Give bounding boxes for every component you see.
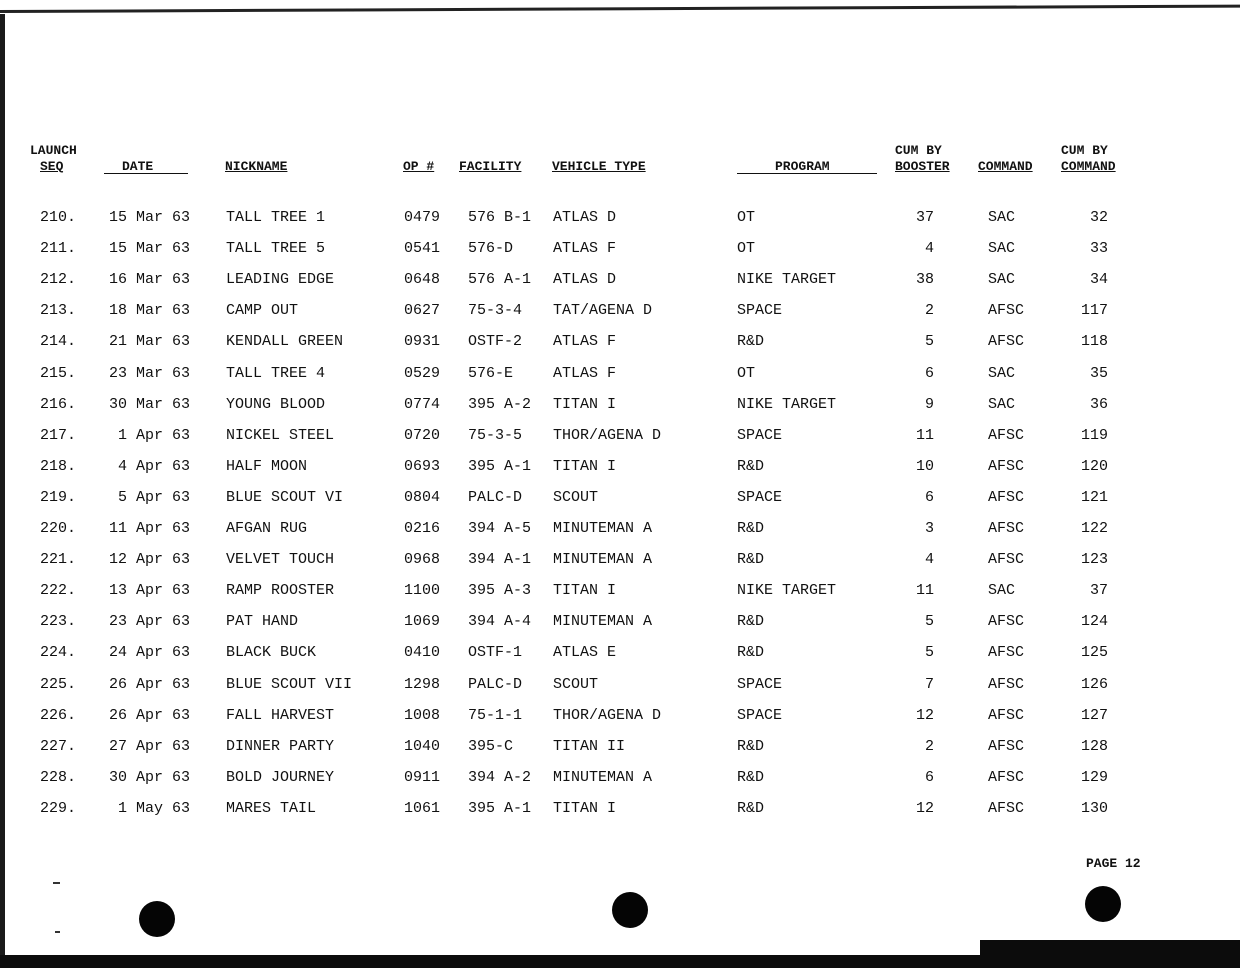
vehicle-type-cell: THOR/AGENA D [553, 426, 662, 444]
op-number-cell: 1069 [404, 613, 441, 631]
launch-nickname-cell: PAT HAND [226, 613, 299, 631]
cum-by-booster-cell: 7 [924, 675, 934, 693]
program-cell: R&D [737, 551, 765, 569]
program-cell: R&D [737, 768, 765, 786]
facility-cell: OSTF-2 [468, 333, 523, 351]
program-cell: OT [737, 364, 756, 382]
vehicle-type-cell: ATLAS D [553, 271, 617, 289]
header-cum-by-command-line1: CUM BY [1061, 143, 1108, 158]
vehicle-type-cell: ATLAS E [553, 644, 617, 662]
launch-date-cell: 11 Apr 63 [108, 520, 190, 537]
command-cell: AFSC [988, 551, 1025, 569]
command-cell: AFSC [988, 613, 1025, 631]
launch-seq-cell: 228. [40, 768, 77, 786]
op-number-cell: 1008 [404, 706, 441, 724]
launch-seq-cell: 226. [40, 706, 77, 724]
table-row [0, 519, 1240, 539]
table-row [0, 706, 1240, 726]
command-cell: AFSC [988, 675, 1025, 693]
page-number: PAGE 12 [1086, 856, 1141, 871]
vehicle-type-cell: ATLAS F [553, 333, 617, 351]
op-number-cell: 0774 [404, 395, 441, 413]
program-cell: R&D [737, 737, 765, 755]
cum-by-command-cell: 123 [1080, 551, 1108, 569]
launch-seq-cell: 220. [40, 520, 77, 537]
cum-by-command-cell: 127 [1080, 706, 1108, 724]
program-cell: R&D [737, 799, 765, 817]
cum-by-booster-cell: 6 [924, 488, 934, 506]
vehicle-type-cell: TAT/AGENA D [553, 302, 653, 320]
facility-cell: 395 A-2 [468, 395, 532, 413]
launch-date-cell: 26 Apr 63 [108, 675, 190, 693]
op-number-cell: 0720 [404, 426, 441, 444]
launch-date-cell: 12 Apr 63 [108, 551, 190, 569]
table-row [0, 457, 1240, 477]
vehicle-type-cell: TITAN II [553, 737, 626, 755]
table-row [0, 737, 1240, 757]
launch-nickname-cell: VELVET TOUCH [226, 551, 335, 569]
launch-seq-cell: 222. [40, 582, 77, 600]
cum-by-booster-cell: 6 [924, 364, 934, 382]
cum-by-booster-cell: 5 [924, 613, 934, 631]
header-launch-seq-line1: LAUNCH [30, 143, 77, 158]
cum-by-command-cell: 128 [1080, 737, 1108, 755]
launch-date-cell: 1 Apr 63 [117, 426, 190, 444]
header-facility: FACILITY [459, 159, 522, 174]
cum-by-command-cell: 118 [1080, 333, 1108, 351]
launch-nickname-cell: BOLD JOURNEY [226, 768, 335, 786]
cum-by-command-cell: 35 [1089, 364, 1108, 382]
program-cell: NIKE TARGET [737, 271, 837, 289]
command-cell: AFSC [988, 457, 1025, 475]
facility-cell: PALC-D [468, 675, 523, 693]
cum-by-booster-cell: 11 [915, 426, 934, 444]
program-cell: R&D [737, 644, 765, 662]
vehicle-type-cell: ATLAS F [553, 364, 617, 382]
table-row [0, 395, 1240, 415]
launch-date-cell: 30 Mar 63 [108, 395, 190, 413]
op-number-cell: 0931 [404, 333, 441, 351]
op-number-cell: 0410 [404, 644, 441, 662]
cum-by-booster-cell: 12 [915, 706, 934, 724]
launch-nickname-cell: BLACK BUCK [226, 644, 317, 662]
launch-date-cell: 15 Mar 63 [108, 240, 190, 258]
vehicle-type-cell: SCOUT [553, 488, 599, 506]
command-cell: SAC [988, 582, 1016, 600]
facility-cell: 394 A-5 [468, 520, 532, 537]
cum-by-command-cell: 33 [1089, 240, 1108, 258]
program-cell: SPACE [737, 426, 783, 444]
table-row [0, 301, 1240, 321]
launch-nickname-cell: DINNER PARTY [226, 737, 335, 755]
table-row [0, 612, 1240, 632]
launch-seq-cell: 211. [40, 240, 77, 258]
launch-nickname-cell: RAMP ROOSTER [226, 582, 335, 600]
facility-cell: 395 A-1 [468, 457, 532, 475]
command-cell: AFSC [988, 520, 1025, 537]
cum-by-command-cell: 120 [1080, 457, 1108, 475]
command-cell: AFSC [988, 799, 1025, 817]
vehicle-type-cell: TITAN I [553, 799, 617, 817]
launch-nickname-cell: YOUNG BLOOD [226, 395, 326, 413]
program-cell: OT [737, 240, 756, 258]
punch-hole-center [612, 892, 648, 928]
header-cum-by-command-line2: COMMAND [1061, 159, 1116, 174]
vehicle-type-cell: SCOUT [553, 675, 599, 693]
launch-nickname-cell: AFGAN RUG [226, 520, 308, 537]
launch-nickname-cell: CAMP OUT [226, 302, 299, 320]
launch-nickname-cell: HALF MOON [226, 457, 308, 475]
program-cell: SPACE [737, 706, 783, 724]
cum-by-booster-cell: 12 [915, 799, 934, 817]
cum-by-command-cell: 34 [1089, 271, 1108, 289]
facility-cell: PALC-D [468, 488, 523, 506]
op-number-cell: 1040 [404, 737, 441, 755]
facility-cell: 75-3-5 [468, 426, 523, 444]
launch-date-cell: 23 Apr 63 [108, 613, 190, 631]
facility-cell: 394 A-1 [468, 551, 532, 569]
command-cell: SAC [988, 395, 1016, 413]
cum-by-command-cell: 129 [1080, 768, 1108, 786]
op-number-cell: 0216 [404, 520, 441, 537]
cum-by-command-cell: 125 [1080, 644, 1108, 662]
op-number-cell: 0911 [404, 768, 441, 786]
launch-date-cell: 24 Apr 63 [108, 644, 190, 662]
cum-by-command-cell: 124 [1080, 613, 1108, 631]
table-row [0, 550, 1240, 570]
table-row [0, 426, 1240, 446]
launch-nickname-cell: BLUE SCOUT VI [226, 488, 344, 506]
cum-by-command-cell: 32 [1089, 209, 1108, 226]
command-cell: AFSC [988, 488, 1025, 506]
launch-date-cell: 21 Mar 63 [108, 333, 190, 351]
cum-by-command-cell: 119 [1080, 426, 1108, 444]
program-cell: R&D [737, 520, 765, 537]
launch-nickname-cell: TALL TREE 5 [226, 240, 326, 258]
op-number-cell: 1100 [404, 582, 441, 600]
vehicle-type-cell: TITAN I [553, 582, 617, 600]
command-cell: SAC [988, 364, 1016, 382]
cum-by-booster-cell: 10 [915, 457, 934, 475]
op-number-cell: 0968 [404, 551, 441, 569]
op-number-cell: 0693 [404, 457, 441, 475]
facility-cell: 576 A-1 [468, 271, 532, 289]
launch-seq-cell: 216. [40, 395, 77, 413]
launch-seq-cell: 229. [40, 799, 77, 817]
launch-seq-cell: 212. [40, 271, 77, 289]
punch-hole-right [1085, 886, 1121, 922]
cum-by-booster-cell: 3 [924, 520, 934, 537]
launch-seq-cell: 217. [40, 426, 77, 444]
launch-nickname-cell: BLUE SCOUT VII [226, 675, 353, 693]
launch-nickname-cell: MARES TAIL [226, 799, 317, 817]
vehicle-type-cell: MINUTEMAN A [553, 520, 653, 537]
vehicle-type-cell: MINUTEMAN A [553, 613, 653, 631]
table-row [0, 643, 1240, 663]
program-cell: R&D [737, 457, 765, 475]
cum-by-command-cell: 36 [1089, 395, 1108, 413]
header-cum-by-booster-line1: CUM BY [895, 143, 942, 158]
op-number-cell: 1298 [404, 675, 441, 693]
command-cell: SAC [988, 240, 1016, 258]
facility-cell: 576-D [468, 240, 514, 258]
table-row [0, 581, 1240, 601]
program-cell: SPACE [737, 675, 783, 693]
program-cell: SPACE [737, 488, 783, 506]
header-launch-seq [30, 143, 77, 175]
header-program: PROGRAM [775, 159, 830, 174]
command-cell: AFSC [988, 768, 1025, 786]
vehicle-type-cell: ATLAS D [553, 209, 617, 226]
cum-by-booster-cell: 2 [924, 302, 934, 320]
command-cell: AFSC [988, 706, 1025, 724]
header-launch-seq-line2: SEQ [40, 159, 64, 174]
facility-cell: 75-3-4 [468, 302, 523, 320]
table-row [0, 208, 1240, 228]
launch-seq-cell: 221. [40, 551, 77, 569]
launch-seq-cell: 224. [40, 644, 77, 662]
launch-nickname-cell: LEADING EDGE [226, 271, 335, 289]
launch-date-cell: 5 Apr 63 [117, 488, 190, 506]
launch-date-cell: 26 Apr 63 [108, 706, 190, 724]
command-cell: SAC [988, 209, 1016, 226]
launch-seq-cell: 223. [40, 613, 77, 631]
table-row [0, 239, 1240, 259]
header-date: DATE [122, 159, 154, 174]
command-cell: AFSC [988, 644, 1025, 662]
op-number-cell: 0529 [404, 364, 441, 382]
header-nickname: NICKNAME [225, 159, 288, 174]
scan-speck [53, 882, 60, 884]
launch-date-cell: 30 Apr 63 [108, 768, 190, 786]
cum-by-command-cell: 37 [1089, 582, 1108, 600]
launch-nickname-cell: TALL TREE 1 [226, 209, 326, 226]
facility-cell: 395 A-1 [468, 799, 532, 817]
launch-seq-cell: 218. [40, 457, 77, 475]
vehicle-type-cell: MINUTEMAN A [553, 551, 653, 569]
launch-date-cell: 18 Mar 63 [108, 302, 190, 320]
table-row [0, 364, 1240, 384]
header-cum-by-command [1061, 143, 1116, 175]
program-cell: R&D [737, 333, 765, 351]
launch-seq-cell: 210. [40, 209, 77, 226]
launch-nickname-cell: KENDALL GREEN [226, 333, 344, 351]
op-number-cell: 0804 [404, 488, 441, 506]
table-row [0, 768, 1240, 788]
cum-by-booster-cell: 4 [924, 240, 934, 258]
op-number-cell: 1061 [404, 799, 441, 817]
program-cell: OT [737, 209, 756, 226]
table-row [0, 675, 1240, 695]
table-row [0, 488, 1240, 508]
cum-by-command-cell: 122 [1080, 520, 1108, 537]
facility-cell: 394 A-2 [468, 768, 532, 786]
vehicle-type-cell: MINUTEMAN A [553, 768, 653, 786]
launch-date-cell: 23 Mar 63 [108, 364, 190, 382]
program-cell: NIKE TARGET [737, 395, 837, 413]
cum-by-command-cell: 126 [1080, 675, 1108, 693]
scan-border-top [0, 5, 1240, 13]
op-number-cell: 0541 [404, 240, 441, 258]
facility-cell: 75-1-1 [468, 706, 523, 724]
facility-cell: 576-E [468, 364, 514, 382]
facility-cell: 394 A-4 [468, 613, 532, 631]
command-cell: SAC [988, 271, 1016, 289]
launch-date-cell: 16 Mar 63 [108, 271, 190, 289]
launch-date-cell: 1 May 63 [117, 799, 190, 817]
launch-seq-cell: 215. [40, 364, 77, 382]
cum-by-booster-cell: 9 [924, 395, 934, 413]
cum-by-booster-cell: 2 [924, 737, 934, 755]
facility-cell: 576 B-1 [468, 209, 532, 226]
launch-seq-cell: 219. [40, 488, 77, 506]
op-number-cell: 0627 [404, 302, 441, 320]
header-vehicle-type: VEHICLE TYPE [552, 159, 646, 174]
header-cum-by-booster-line2: BOOSTER [895, 159, 950, 174]
launch-nickname-cell: TALL TREE 4 [226, 364, 326, 382]
header-command: COMMAND [978, 159, 1033, 174]
op-number-cell: 0479 [404, 209, 441, 226]
launch-date-cell: 15 Mar 63 [108, 209, 190, 226]
command-cell: AFSC [988, 426, 1025, 444]
facility-cell: OSTF-1 [468, 644, 523, 662]
header-cum-by-booster [895, 143, 950, 175]
launch-seq-cell: 214. [40, 333, 77, 351]
table-row [0, 799, 1240, 819]
vehicle-type-cell: TITAN I [553, 395, 617, 413]
cum-by-command-cell: 130 [1080, 799, 1108, 817]
scan-border-bottom-right [980, 940, 1240, 968]
cum-by-command-cell: 117 [1080, 302, 1108, 320]
cum-by-booster-cell: 5 [924, 644, 934, 662]
launch-nickname-cell: NICKEL STEEL [226, 426, 335, 444]
vehicle-type-cell: ATLAS F [553, 240, 617, 258]
command-cell: AFSC [988, 333, 1025, 351]
vehicle-type-cell: THOR/AGENA D [553, 706, 662, 724]
cum-by-booster-cell: 5 [924, 333, 934, 351]
table-row [0, 270, 1240, 290]
launch-date-cell: 13 Apr 63 [108, 582, 190, 600]
program-cell: SPACE [737, 302, 783, 320]
vehicle-type-cell: TITAN I [553, 457, 617, 475]
launch-seq-cell: 227. [40, 737, 77, 755]
header-op: OP # [403, 159, 435, 174]
launch-nickname-cell: FALL HARVEST [226, 706, 335, 724]
launch-date-cell: 4 Apr 63 [117, 457, 190, 475]
facility-cell: 395 A-3 [468, 582, 532, 600]
launch-seq-cell: 225. [40, 675, 77, 693]
cum-by-booster-cell: 38 [915, 271, 934, 289]
op-number-cell: 0648 [404, 271, 441, 289]
command-cell: AFSC [988, 737, 1025, 755]
program-cell: R&D [737, 613, 765, 631]
launch-date-cell: 27 Apr 63 [108, 737, 190, 755]
cum-by-booster-cell: 4 [924, 551, 934, 569]
cum-by-command-cell: 121 [1080, 488, 1108, 506]
scan-speck [55, 931, 60, 933]
cum-by-booster-cell: 11 [915, 582, 934, 600]
cum-by-booster-cell: 6 [924, 768, 934, 786]
program-cell: NIKE TARGET [737, 582, 837, 600]
table-row [0, 332, 1240, 352]
punch-hole-left [139, 901, 175, 937]
launch-seq-cell: 213. [40, 302, 77, 320]
facility-cell: 395-C [468, 737, 514, 755]
cum-by-booster-cell: 37 [915, 209, 934, 226]
command-cell: AFSC [988, 302, 1025, 320]
